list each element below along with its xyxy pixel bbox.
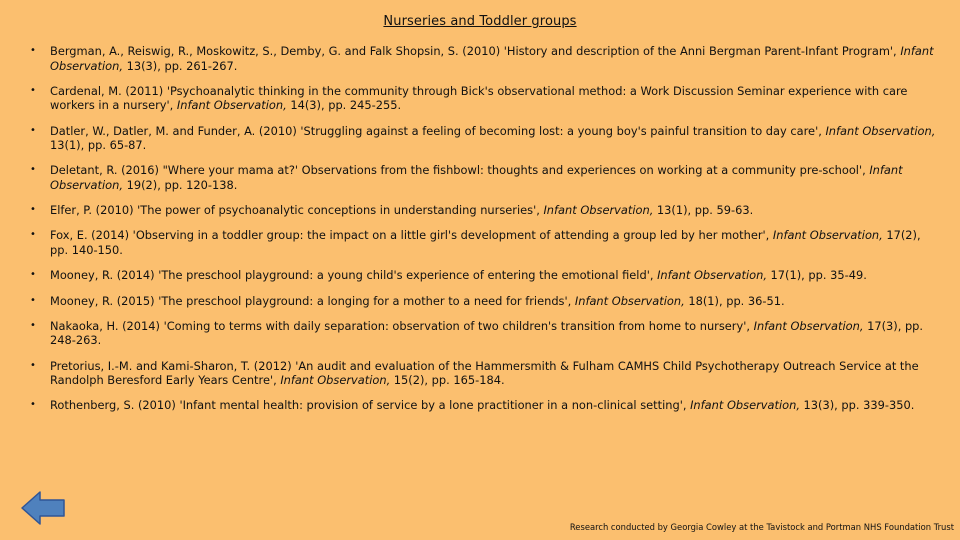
list-item: • Cardenal, M. (2011) 'Psychoanalytic thinking in the community through Bick's observational method: a Work Discussion Seminar experience with care workers in a nursery', Infant Observation, 14(3), pp. 245-255. bbox=[30, 84, 936, 113]
journal-name: Infant Observation, bbox=[753, 318, 864, 333]
footer-credit: Research conducted by Georgia Cowley at the Tavistock and Portman NHS Foundation Trust bbox=[569, 522, 954, 532]
journal-name: Infant Observation, bbox=[50, 44, 934, 73]
journal-name: Infant Observation, bbox=[176, 98, 287, 113]
list-item: • Datler, W., Datler, M. and Funder, A. (2010) 'Struggling against a feeling of becoming lost: a young boy's painful transition to day care', Infant Observation, 13(1), pp. 65-87. bbox=[30, 124, 936, 153]
list-item: • Pretorius, I.-M. and Kami-Sharon, T. (2012) 'An audit and evaluation of the Hammersmith & Fulham CAMHS Child Psychotherapy Outreach Service at the Randolph Beresford Early Years Centre', Infant Observation, 15(2), pp. 165-184. bbox=[30, 359, 936, 388]
journal-name: Infant Observation, bbox=[657, 268, 767, 283]
journal-name: Infant Observation, bbox=[825, 123, 936, 138]
journal-name: Infant Observation, bbox=[543, 203, 654, 218]
list-item: • Fox, E. (2014) 'Observing in a toddler group: the impact on a little girl's development of attending a group led by her mother', Infant Observation, 17(2), pp. 140-150. bbox=[30, 228, 936, 257]
journal-name: Infant Observation, bbox=[574, 293, 685, 308]
reference-list bbox=[30, 44, 936, 424]
journal-name: Infant Observation, bbox=[772, 228, 883, 243]
page-title: Nurseries and Toddler groups bbox=[383, 14, 577, 29]
list-item: • Rothenberg, S. (2010) 'Infant mental health: provision of service by a lone practitioner in a non-clinical setting', Infant Observation, 13(3), pp. 339-350. bbox=[30, 398, 936, 413]
back-button[interactable] bbox=[20, 490, 66, 526]
arrow-left-icon bbox=[20, 490, 66, 526]
list-item: • Nakaoka, H. (2014) 'Coming to terms with daily separation: observation of two children's transition from home to nursery', Infant Observation, 17(3), pp. 248-263. bbox=[30, 319, 936, 348]
list-item: • Mooney, R. (2014) 'The preschool playground: a young child's experience of entering the emotional field', Infant Observation, 17(1), pp. 35-49. bbox=[30, 268, 936, 283]
journal-name: Infant Observation, bbox=[280, 373, 391, 388]
list-item: • Elfer, P. (2010) 'The power of psychoanalytic conceptions in understanding nurseries', Infant Observation, 13(1), pp. 59-63. bbox=[30, 203, 936, 218]
list-item: • Bergman, A., Reiswig, R., Moskowitz, S., Demby, G. and Falk Shopsin, S. (2010) 'History and description of the Anni Bergman Parent-Infant Program', Infant Observation, 13(3), pp. 261-267. bbox=[30, 44, 936, 73]
journal-name: Infant Observation, bbox=[50, 163, 903, 192]
list-item: • Mooney, R. (2015) 'The preschool playground: a longing for a mother to a need for friends', Infant Observation, 18(1), pp. 36-51. bbox=[30, 294, 936, 309]
list-item: • Deletant, R. (2016) "Where your mama at?' Observations from the fishbowl: thoughts and experiences on working at a community pre-school', Infant Observation, 19(2), pp. 120-138. bbox=[30, 163, 936, 192]
journal-name: Infant Observation, bbox=[690, 398, 800, 413]
